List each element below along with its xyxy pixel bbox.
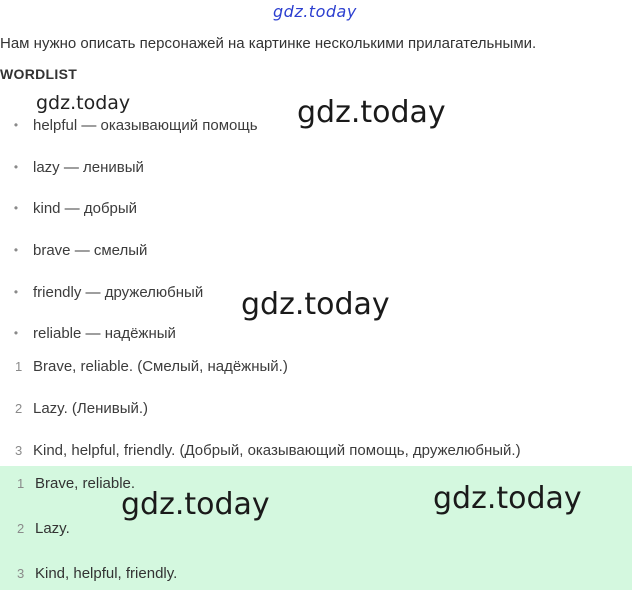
numbered-item [0,398,148,418]
item-number: 2 [15,400,23,416]
list-item-text: brave — смелый [33,241,148,259]
item-text: Kind, helpful, friendly. (Добрый, оказывающий помощь, дружелюбный.) [33,441,521,459]
watermark: gdz.today [433,481,582,516]
answer-item [0,518,70,538]
item-number: 3 [15,442,23,458]
list-item-text: helpful — оказывающий помощь [33,116,258,134]
bullet-icon: • [13,201,19,215]
watermark: gdz.today [241,287,390,322]
watermark: gdz.today [121,487,270,522]
list-item-text: lazy — ленивый [33,158,144,176]
list-item [0,157,144,177]
answer-text: Brave, reliable. [35,474,136,492]
list-item-text: friendly — дружелюбный [33,283,204,301]
watermark: gdz.today [273,2,357,21]
list-item-text: reliable — надёжный [33,324,176,342]
item-text: Lazy. (Ленивый.) [33,399,149,417]
list-item [0,323,176,343]
numbered-item [0,356,288,376]
answer-item [0,563,177,583]
item-number: 1 [15,358,23,374]
answer-item [0,473,135,493]
item-number: 1 [17,475,25,491]
wordlist-heading: WORDLIST [0,66,78,82]
bullet-icon: • [13,285,19,299]
numbered-item [0,440,521,460]
list-item [0,282,203,302]
watermark: gdz.today [297,95,446,130]
watermark: gdz.today [36,92,131,114]
bullet-icon: • [13,160,19,174]
bullet-icon: • [13,326,19,340]
bullet-icon: • [13,118,19,132]
list-item [0,115,258,135]
bullet-icon: • [13,243,19,257]
intro-text: Нам нужно описать персонажей на картинке несколькими прилагательными. [0,35,537,52]
answer-text: Lazy. [35,519,70,537]
list-item [0,198,137,218]
item-number: 3 [17,565,25,581]
item-text: Brave, reliable. (Смелый, надёжный.) [33,357,288,375]
answer-text: Kind, helpful, friendly. [35,564,178,582]
list-item-text: kind — добрый [33,199,138,217]
list-item [0,240,147,260]
item-number: 2 [17,520,25,536]
